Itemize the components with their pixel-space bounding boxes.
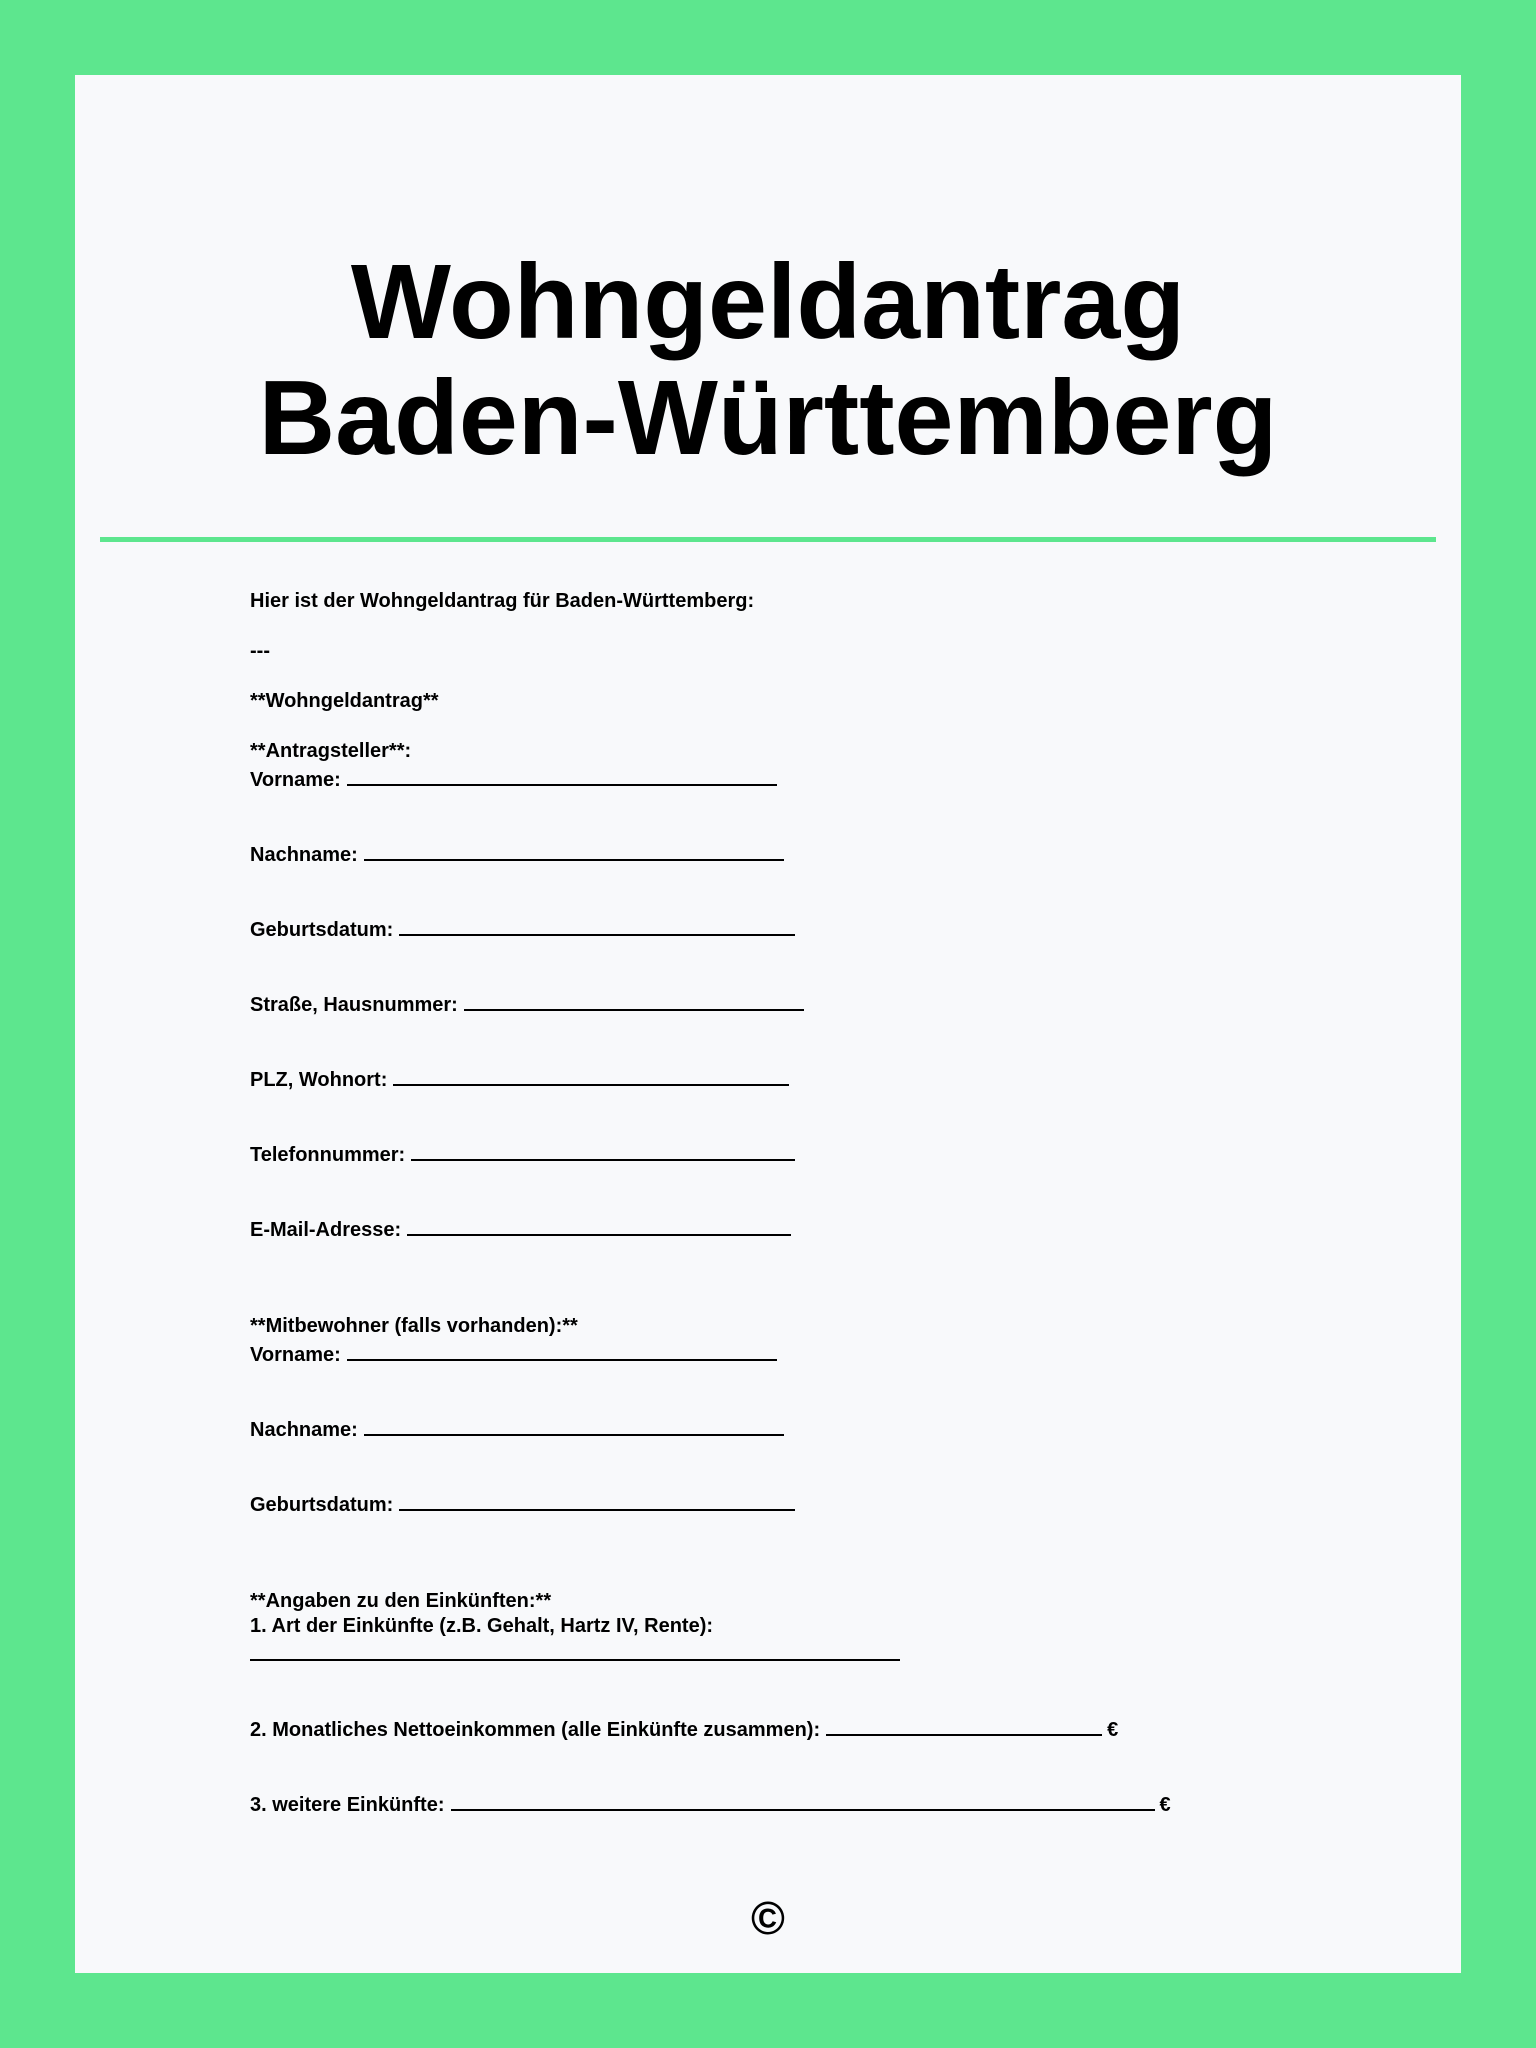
field-label: PLZ, Wohnort: (250, 1069, 388, 1091)
field-label: 2. Monatliches Nettoeinkommen (alle Einkünfte zusammen): (250, 1719, 821, 1741)
net-income-field[interactable] (826, 1714, 1102, 1736)
applicant-postal-city-field[interactable] (393, 1064, 789, 1086)
field-label: Geburtsdatum: (250, 1494, 394, 1516)
field-label: Geburtsdatum: (250, 919, 394, 941)
applicant-street-row (250, 989, 804, 1017)
field-label: Vorname: (250, 769, 341, 791)
applicant-email-row (250, 1214, 791, 1242)
income-item-1-row (250, 1639, 900, 1667)
applicant-email-field[interactable] (407, 1214, 791, 1236)
copyright-symbol: © (751, 1892, 785, 1944)
cohabitant-last-name-row (250, 1414, 784, 1442)
field-label: Nachname: (250, 1419, 358, 1441)
income-item-2-row (250, 1714, 1118, 1742)
cohabitant-last-name-field[interactable] (364, 1414, 784, 1436)
form-heading: **Wohngeldantrag** (250, 690, 439, 712)
applicant-postal-city-row (250, 1064, 789, 1092)
intro-text: Hier ist der Wohngeldantrag für Baden-Württemberg: (250, 590, 755, 612)
field-label: E-Mail-Adresse: (250, 1219, 402, 1241)
applicant-phone-field[interactable] (411, 1139, 795, 1161)
applicant-last-name-row (250, 839, 784, 867)
income-type-field[interactable] (250, 1639, 900, 1661)
euro-symbol: € (1107, 1719, 1119, 1741)
euro-symbol: € (1159, 1794, 1171, 1816)
applicant-first-name-row (250, 764, 777, 792)
separator: --- (250, 640, 270, 662)
applicant-birth-date-field[interactable] (399, 914, 795, 936)
applicant-last-name-field[interactable] (364, 839, 784, 861)
field-label: Vorname: (250, 1344, 341, 1366)
applicant-heading: **Antragsteller**: (250, 740, 412, 762)
cohabitant-birth-date-field[interactable] (399, 1489, 795, 1511)
applicant-birth-date-row (250, 914, 795, 942)
applicant-phone-row (250, 1139, 795, 1167)
applicant-street-field[interactable] (464, 989, 804, 1011)
field-label: 3. weitere Einkünfte: (250, 1794, 445, 1816)
title-divider (100, 537, 1436, 542)
cohabitant-first-name-row (250, 1339, 777, 1367)
cohabitant-first-name-field[interactable] (347, 1339, 777, 1361)
title-line-2: Baden-Württemberg (258, 359, 1278, 477)
title-line-1: Wohngeldantrag (350, 243, 1186, 361)
cohabitant-birth-date-row (250, 1489, 795, 1517)
applicant-first-name-field[interactable] (347, 764, 777, 786)
income-item-3-row (250, 1789, 1171, 1817)
form-page (75, 75, 1461, 1973)
field-label: Telefonnummer: (250, 1144, 406, 1166)
cohabitant-heading: **Mitbewohner (falls vorhanden):** (250, 1315, 578, 1337)
income-item-1-label: 1. Art der Einkünfte (z.B. Gehalt, Hartz IV, Rente): (250, 1615, 714, 1637)
additional-income-field[interactable] (451, 1789, 1155, 1811)
field-label: Straße, Hausnummer: (250, 994, 458, 1016)
field-label: Nachname: (250, 844, 358, 866)
income-heading: **Angaben zu den Einkünften:** (250, 1590, 552, 1612)
